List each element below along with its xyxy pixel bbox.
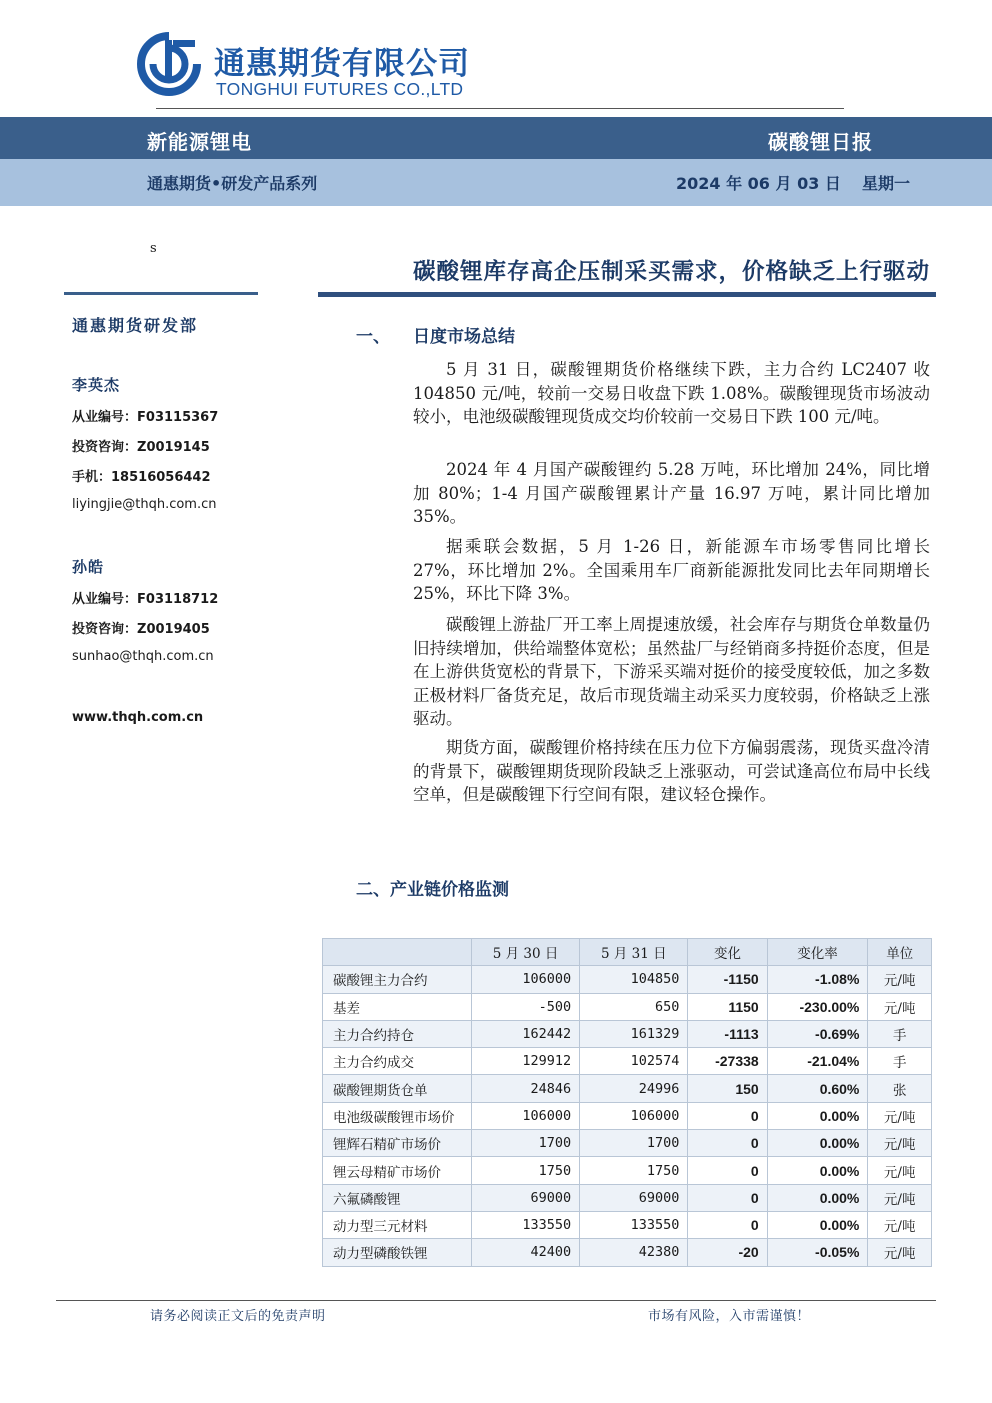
table-cell: 0 — [688, 1157, 767, 1184]
row-label: 主力合约持仓 — [323, 1020, 472, 1047]
analyst-consult-id: 投资咨询：Z0019145 — [72, 440, 210, 455]
paragraph: 据乘联会数据，5 月 1-26 日，新能源车市场零售同比增长 27%，环比增加 2%。全国乘用车厂商新能源批发同比去年同期增长 25%，环比下降 3%。 — [413, 537, 930, 603]
row-label: 六氟磷酸锂 — [323, 1184, 472, 1211]
table-cell: 0 — [688, 1184, 767, 1211]
row-label: 基差 — [323, 993, 472, 1020]
section-title: 日度市场总结 — [413, 327, 515, 347]
footer-divider — [56, 1300, 936, 1301]
table-cell: -500 — [472, 993, 580, 1020]
table-cell: 1750 — [580, 1157, 688, 1184]
table-row — [323, 1130, 932, 1157]
analyst-consult-id: 投资咨询：Z0019405 — [72, 622, 210, 637]
table-cell: 1700 — [472, 1130, 580, 1157]
table-cell: 0.00% — [767, 1130, 868, 1157]
table-cell: 0.00% — [767, 1157, 868, 1184]
table-cell: 24996 — [580, 1075, 688, 1102]
analyst-name: 孙皓 — [72, 558, 105, 576]
sidebar-divider — [64, 292, 258, 295]
row-label: 锂云母精矿市场价 — [323, 1157, 472, 1184]
table-cell: -0.69% — [767, 1020, 868, 1047]
table-cell: 1700 — [580, 1130, 688, 1157]
table-row — [323, 1211, 932, 1238]
table-cell: 24846 — [472, 1075, 580, 1102]
paragraph: 2024 年 4 月国产碳酸锂约 5.28 万吨，环比增加 24%，同比增加 80%；1-4 月国产碳酸锂累计产量 16.97 万吨，累计同比增加 35%。 — [413, 460, 930, 526]
row-label: 碳酸锂主力合约 — [323, 966, 472, 993]
table-cell: 元/吨 — [868, 1157, 932, 1184]
table-row — [323, 1102, 932, 1129]
stray-character: s — [150, 241, 157, 256]
table-row — [323, 966, 932, 993]
table-cell: 张 — [868, 1075, 932, 1102]
table-cell: 0 — [688, 1130, 767, 1157]
analyst-email[interactable]: liyingjie@thqh.com.cn — [72, 497, 217, 512]
table-cell: 元/吨 — [868, 1102, 932, 1129]
analyst-license: 从业编号：F03115367 — [72, 410, 219, 425]
analyst-phone: 手机：18516056442 — [72, 470, 211, 485]
table-cell: -1113 — [688, 1020, 767, 1047]
report-weekday: 星期一 — [862, 174, 911, 193]
table-cell: 133550 — [580, 1211, 688, 1238]
table-cell: -20 — [688, 1239, 767, 1266]
company-name-cn: 通惠期货有限公司 — [214, 46, 470, 82]
company-name-en: TONGHUI FUTURES CO.,LTD — [216, 79, 464, 99]
section-number: 一、 — [356, 327, 390, 347]
table-cell: -27338 — [688, 1048, 767, 1075]
table-cell: 104850 — [580, 966, 688, 993]
headline-underline — [318, 292, 936, 297]
table-row — [323, 1157, 932, 1184]
sector-label: 新能源锂电 — [147, 130, 252, 154]
section-title: 二、产业链价格监测 — [356, 880, 509, 900]
analyst-name: 李英杰 — [72, 376, 121, 394]
website-link[interactable]: www.thqh.com.cn — [72, 710, 204, 725]
series-label: 通惠期货•研发产品系列 — [147, 174, 318, 193]
table-header-cell: 单位 — [868, 939, 932, 966]
table-cell: 0 — [688, 1211, 767, 1238]
price-monitor-table — [322, 938, 932, 1267]
table-header-row — [323, 939, 932, 966]
table-cell: 650 — [580, 993, 688, 1020]
table-cell: 0.00% — [767, 1102, 868, 1129]
header-divider — [156, 108, 844, 109]
table-cell: 手 — [868, 1048, 932, 1075]
table-row — [323, 1239, 932, 1266]
table-cell: 1750 — [472, 1157, 580, 1184]
table-header-cell: 5 月 30 日 — [472, 939, 580, 966]
disclaimer-note: 请务必阅读正文后的免责声明 — [150, 1309, 326, 1324]
table-row — [323, 1020, 932, 1047]
table-header-cell: 5 月 31 日 — [580, 939, 688, 966]
analyst-email[interactable]: sunhao@thqh.com.cn — [72, 649, 214, 664]
table-cell: -230.00% — [767, 993, 868, 1020]
report-date: 2024 年 06 月 03 日 — [676, 174, 841, 193]
report-headline: 碳酸锂库存高企压制采买需求，价格缺乏上行驱动 — [412, 259, 930, 285]
row-label: 碳酸锂期货仓单 — [323, 1075, 472, 1102]
table-cell: 106000 — [472, 1102, 580, 1129]
table-row — [323, 993, 932, 1020]
table-cell: 42380 — [580, 1239, 688, 1266]
table-cell: 133550 — [472, 1211, 580, 1238]
table-cell: 元/吨 — [868, 1211, 932, 1238]
report-type-label: 碳酸锂日报 — [768, 130, 873, 154]
table-cell: 元/吨 — [868, 1184, 932, 1211]
paragraph: 期货方面，碳酸锂价格持续在压力位下方偏弱震荡，现货买盘冷清的背景下，碳酸锂期货现阶段缺乏上涨驱动，可尝试逢高位布局中长线空单，但是碳酸锂下行空间有限，建议轻仓操作。 — [413, 738, 930, 804]
table-cell: -0.05% — [767, 1239, 868, 1266]
row-label: 主力合约成交 — [323, 1048, 472, 1075]
table-cell: 元/吨 — [868, 993, 932, 1020]
table-header-cell — [323, 939, 472, 966]
row-label: 电池级碳酸锂市场价 — [323, 1102, 472, 1129]
table-cell: 69000 — [472, 1184, 580, 1211]
table-row — [323, 1048, 932, 1075]
table-cell: 0.00% — [767, 1211, 868, 1238]
table-cell: 1150 — [688, 993, 767, 1020]
table-cell: -21.04% — [767, 1048, 868, 1075]
table-cell: 元/吨 — [868, 1130, 932, 1157]
table-row — [323, 1184, 932, 1211]
table-cell: 129912 — [472, 1048, 580, 1075]
analyst-license: 从业编号：F03118712 — [72, 592, 219, 607]
table-row — [323, 1075, 932, 1102]
row-label: 锂辉石精矿市场价 — [323, 1130, 472, 1157]
row-label: 动力型三元材料 — [323, 1211, 472, 1238]
table-cell: 106000 — [472, 966, 580, 993]
tonghui-logo-icon — [137, 32, 201, 96]
table-header-cell: 变化率 — [767, 939, 868, 966]
row-label: 动力型磷酸铁锂 — [323, 1239, 472, 1266]
table-cell: 元/吨 — [868, 1239, 932, 1266]
table-cell: 0 — [688, 1102, 767, 1129]
table-cell: 162442 — [472, 1020, 580, 1047]
table-cell: 0.60% — [767, 1075, 868, 1102]
table-cell: 161329 — [580, 1020, 688, 1047]
table-cell: 150 — [688, 1075, 767, 1102]
table-cell: 102574 — [580, 1048, 688, 1075]
table-cell: 手 — [868, 1020, 932, 1047]
risk-warning: 市场有风险，入市需谨慎！ — [648, 1309, 811, 1324]
research-dept: 通惠期货研发部 — [72, 316, 199, 335]
table-cell: 0.00% — [767, 1184, 868, 1211]
table-header-cell: 变化 — [688, 939, 767, 966]
table-cell: 106000 — [580, 1102, 688, 1129]
paragraph: 碳酸锂上游盐厂开工率上周提速放缓，社会库存与期货仓单数量仍旧持续增加，供给端整体宽松；虽然盐厂与经销商多持挺价态度，但是在上游供货宽松的背景下，下游采买端对挺价的接受度较低，加之多数正极材料厂备货充足，故后市现货端主动采买力度较弱，价格缺乏上涨驱动。 — [413, 615, 930, 728]
table-cell: 元/吨 — [868, 966, 932, 993]
table-cell: -1150 — [688, 966, 767, 993]
table-cell: 69000 — [580, 1184, 688, 1211]
paragraph: 5 月 31 日，碳酸锂期货价格继续下跌，主力合约 LC2407 收 104850 元/吨，较前一交易日收盘下跌 1.08%。碳酸锂现货市场波动较小，电池级碳酸锂现货成交均价较前一交易日下跌 100 元/吨。 — [413, 360, 930, 426]
table-cell: 42400 — [472, 1239, 580, 1266]
table-cell: -1.08% — [767, 966, 868, 993]
